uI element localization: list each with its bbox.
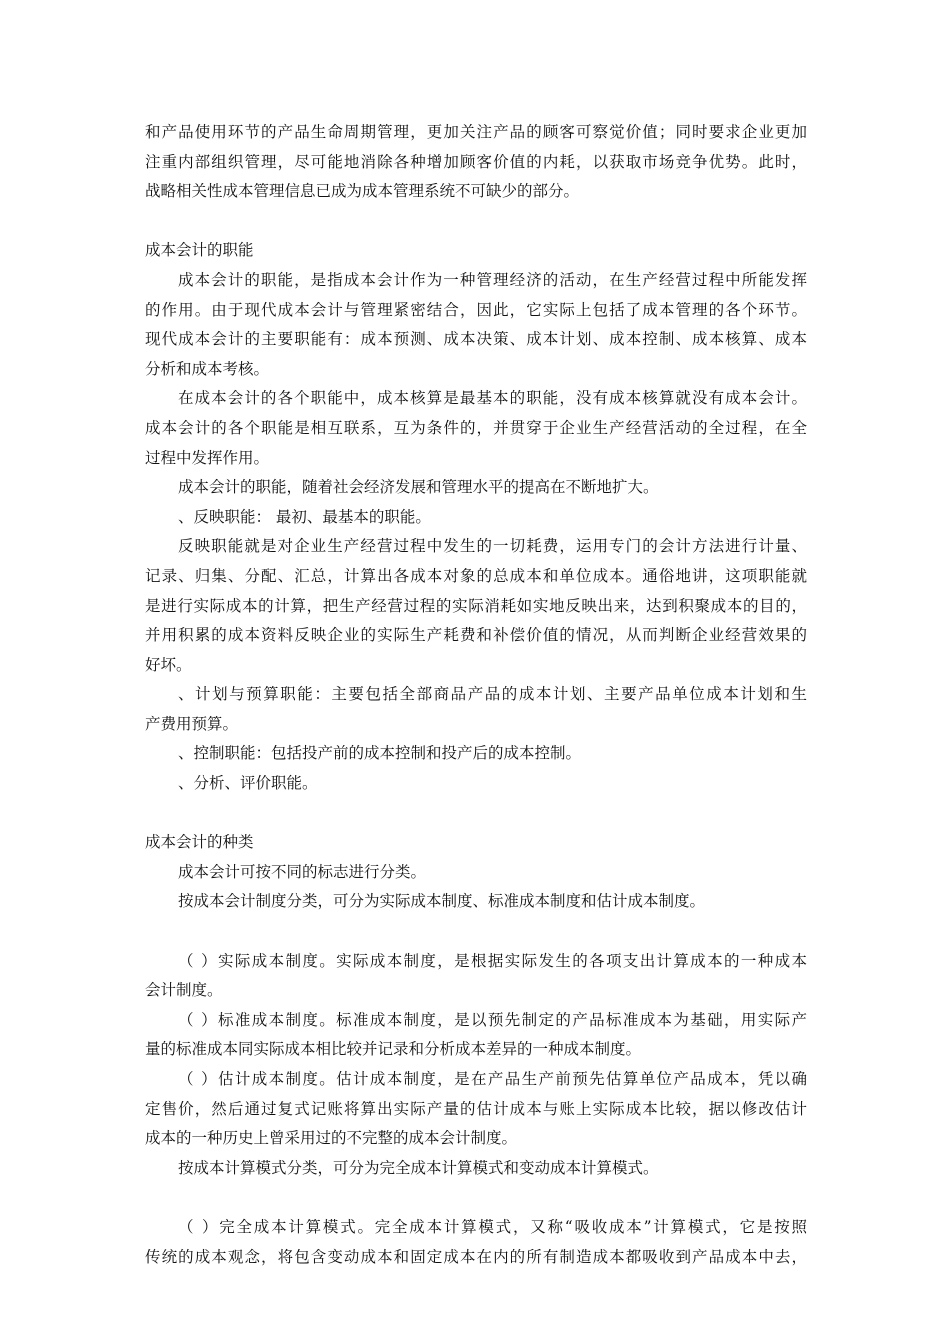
section-heading-types: 成本会计的种类 bbox=[145, 833, 254, 852]
paragraph-line: 成本会计的各个职能是相互联系，互为条件的，并贯穿于企业生产经营活动的全过程，在全 bbox=[145, 418, 807, 437]
paragraph-line: 在成本会计的各个职能中，成本核算是最基本的职能，没有成本核算就没有成本会计。 bbox=[178, 389, 807, 408]
spacer bbox=[145, 917, 807, 947]
paragraph-line: 战略相关性成本管理信息已成为成本管理系统不可缺少的部分。 bbox=[145, 182, 580, 201]
list-item-estimated-cost: （ ）估计成本制度。估计成本制度，是在产品生产前预先估算单位产品成本，凭以确 bbox=[178, 1070, 807, 1088]
paragraph-line: 定售价，然后通过复式记账将算出实际产量的估计成本与账上实际成本比较，据以修改估计 bbox=[145, 1099, 807, 1118]
paragraph-line: 传统的成本观念，将包含变动成本和固定成本在内的所有制造成本都吸收到产品成本中去， bbox=[145, 1247, 807, 1266]
paragraph-line: 按成本计算模式分类，可分为完全成本计算模式和变动成本计算模式。 bbox=[178, 1158, 659, 1177]
paragraph-line: 按成本会计制度分类，可分为实际成本制度、标准成本制度和估计成本制度。 bbox=[178, 892, 706, 911]
section-heading-functions: 成本会计的职能 bbox=[145, 241, 254, 260]
paragraph-line: 成本的一种历史上曾采用过的不完整的成本会计制度。 bbox=[145, 1129, 518, 1148]
paragraph-line: 好坏。 bbox=[145, 655, 192, 674]
paragraph-line: 并用积累的成本资料反映企业的实际生产耗费和补偿价值的情况，从而判断企业经营效果的 bbox=[145, 626, 807, 645]
paragraph-line: 成本会计的职能，是指成本会计作为一种管理经济的活动，在生产经营过程中所能发挥 bbox=[178, 270, 807, 289]
paragraph-line: 注重内部组织管理，尽可能地消除各种增加顾客价值的内耗，以获取市场竞争优势。此时， bbox=[145, 152, 807, 171]
paragraph-line: 记录、归集、分配、汇总，计算出各成本对象的总成本和单位成本。通俗地讲，这项职能就 bbox=[145, 566, 807, 585]
paragraph-line: 成本会计的职能，随着社会经济发展和管理水平的提高在不断地扩大。 bbox=[178, 478, 659, 497]
document-page bbox=[145, 118, 807, 1272]
paragraph-line: 产费用预算。 bbox=[145, 714, 239, 733]
paragraph-line: 和产品使用环节的产品生命周期管理，更加关注产品的顾客可察觉价值；同时要求企业更加 bbox=[145, 123, 807, 141]
paragraph-line: 现代成本会计的主要职能有：成本预测、成本决策、成本计划、成本控制、成本核算、成本 bbox=[145, 330, 807, 349]
paragraph-line: 的作用。由于现代成本会计与管理紧密结合，因此，它实际上包括了成本管理的各个环节。 bbox=[145, 300, 807, 319]
list-item-analysis: 、分析、评价职能。 bbox=[178, 774, 318, 793]
spacer bbox=[145, 799, 807, 829]
list-item-standard-cost: （ ）标准成本制度。标准成本制度，是以预先制定的产品标准成本为基础，用实际产 bbox=[178, 1010, 807, 1029]
list-item-reflect: 、反映职能： 最初、最基本的职能。 bbox=[178, 507, 431, 526]
paragraph-line: 反映职能就是对企业生产经营过程中发生的一切耗费，运用专门的会计方法进行计量、 bbox=[178, 537, 807, 556]
list-item-plan: 、计划与预算职能：主要包括全部商品产品的成本计划、主要产品单位成本计划和生 bbox=[178, 685, 807, 704]
spacer bbox=[145, 1183, 807, 1213]
list-item-absorption-costing: （ ）完全成本计算模式。完全成本计算模式，又称“吸收成本”计算模式，它是按照 bbox=[178, 1217, 807, 1236]
list-item-actual-cost: （ ）实际成本制度。实际成本制度，是根据实际发生的各项支出计算成本的一种成本 bbox=[178, 951, 807, 970]
paragraph-line: 会计制度。 bbox=[145, 981, 223, 1000]
spacer bbox=[145, 207, 807, 237]
paragraph-line: 过程中发挥作用。 bbox=[145, 448, 270, 467]
list-item-control: 、控制职能：包括投产前的成本控制和投产后的成本控制。 bbox=[178, 744, 582, 763]
paragraph-line: 分析和成本考核。 bbox=[145, 359, 270, 378]
paragraph-line: 量的标准成本同实际成本相比较并记录和分析成本差异的一种成本制度。 bbox=[145, 1040, 642, 1059]
paragraph-line: 成本会计可按不同的标志进行分类。 bbox=[178, 862, 427, 881]
paragraph-line: 是进行实际成本的计算，把生产经营过程的实际消耗如实地反映出来，达到积聚成本的目的， bbox=[145, 596, 807, 615]
